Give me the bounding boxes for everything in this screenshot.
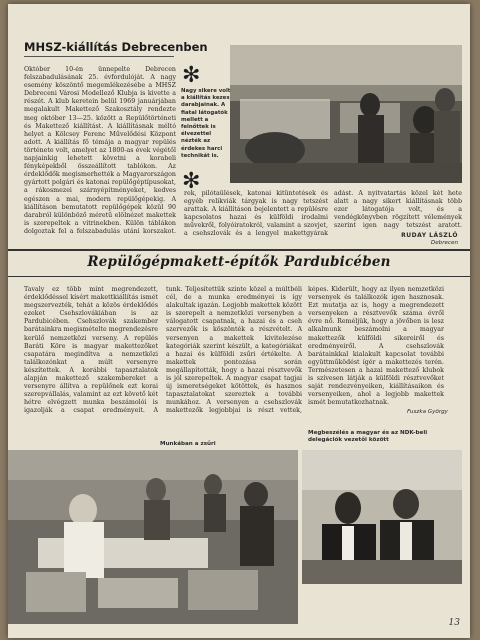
- delegation-photo: [302, 450, 462, 584]
- article1-title: MHSZ-kiállítás Debrecenben: [24, 40, 208, 54]
- delegation-photo-image: [302, 450, 462, 584]
- caption-photo-right: Megbeszélés a magyar és az NDK-beli delegációk vezetői között: [308, 430, 428, 443]
- caption-photo-left: Munkában a zsűri: [160, 441, 216, 447]
- flower-ornament-bottom: ✻: [182, 169, 201, 194]
- byline-1: [364, 232, 458, 247]
- title-rule: [24, 56, 174, 57]
- section-rule-top: [8, 249, 470, 251]
- exhibition-photo-image: [230, 45, 462, 183]
- page-number: 13: [448, 618, 460, 628]
- flower-ornament-top: ✻: [182, 63, 201, 88]
- article1-col3: adást. A nyitvatartás közel két hete alatt a nagy sikert kiállításnak több ezer látogatója volt, és a vendégkönyvben rögzített vélemények szerint igen nagy tetszést aratott.: [334, 190, 462, 230]
- byline-2-name: Fuszka György: [406, 409, 448, 415]
- article2-col2: tunk. Teljesítettük szinte közel a múltbéli cél, de a munka eredményei is így alakultak igazán. Legjobb makettek között is szerepelt a nemzetközi versenyben a válogatott csapatnak, a hazai és a cseh szervezők is köszönték a részvételt. A versenyen a makettek kivitelezése kategóriák szerint készült, a kategóriákat a hazai és külföldi zsűri értékelte. A makettek pontozása során megállapították, hogy a hazai résztvevők is jól szerepeltek. A magyar csapat tagjai új ismeretségeket kötöttek, és hasznos tapasztalatokat szereztek a további munkához. A versenyen a csehszlovák makettezők legjobbjai is részt vettek,: [166, 286, 302, 415]
- jury-photo: [8, 450, 298, 624]
- sidebar-note: Nagy sikere volt a kiállítás kezes darabjainak. A fiatal látogatók mellett a felnőttek is élvezettel nézték az érdekes harci technikát is.: [181, 88, 231, 159]
- jury-photo-image: [8, 450, 298, 624]
- byline-2: [388, 409, 448, 417]
- article2-col3: képes. Kiderült, hogy az ilyen nemzetközi versenyek és találkozók igen hasznosak. Ezt mutatja az is, hogy a megrendezett versenyeken a résztvevők száma évről évre nő. Reméljük, hogy a jövőben is lesz alkalmunk beszámolni a magyar makettezők külföldi sikereiről és eredményeiről. A csehszlovák barátainkkal kialakult kapcsolat további együttműködést ígér a makettezés terén. Természetesen a hazai makettező klubok is szívesen látják a külföldi résztvevőket saját rendezvényeiken, kiállításaikon és versenyeiken, ahol a legjobb makettek ismét bemutatkozhatnak.: [308, 286, 444, 406]
- article1-col1: Október 10-én ünnepelte Debrecen felszabadulásának 25. évfordulóját. A nagy esemény köszöntő megemlékezésébe a MHSZ Debreceni Városi Modellező Klubja is kivette a részét. A klub keretein belül 1969 januárjában megalakult Makettező Szakosztály rendezte meg október 13—25. között a Repülőtörténeti és Makettező kiállítást. A kiállításnak méltó helyet a Kölcsey Ferenc Művelődési Központ adott. A kiállítás fő témája a magyar repülés története volt, amelyet az 1800-as évek végétől napjainkig lehetett követni a korabeli fényképekből összeállított tablókon. Az érdeklődők megismerhették a Magyarországon gyártott polgári és katonai repülőgéptípusokat, a rákosmezei szárnyépítményeket, kedves egészen a mai, modern repülőgépekig. A kiállításon bemutatott repülőgépek közül 90 darabról különböző méretű elölnézet makettek is szerepeltek a vitrinekben. Külön táblákon dolgoztak fel a felszabadulás utáni korszakot.: [24, 66, 176, 235]
- magazine-page: [8, 4, 470, 638]
- article1-col2: rek, pilótaülések, katonai kitüntetések és egyéb relikviák tárgyak is nagy tetszést arattak. A kiállításon bejelentett a repülésre kapcsolatos hazai és külföldi irodalmi művekről, folyóiratokról, valamint a szovjet, a csehszlovák és a lengyel makettgyárak: [184, 190, 328, 238]
- exhibition-photo: [230, 45, 462, 183]
- byline-1-name: RUDAY LÁSZLÓ: [401, 232, 458, 239]
- section-rule-bottom: [8, 276, 470, 277]
- byline-1-place: Debrecen: [430, 239, 458, 246]
- article2-title: Repülőgépmakett-építők Pardubicében: [87, 254, 391, 270]
- article2-col1: Tavaly ez több mint megrendezett, érdeklődéssel kísért makettkiállítás ismét megszervezték, tehát a közös érdeklődés ezeket Csehszlovákiában is az Pardubicében. Csehszlovák szakember barátainkra megismételte megrendezésre kerülő nemzetközi verseny. A repülés Baráti Köre is magyar makettezőket csapatára megindítva a nemzetközi találkozónkat a múlt versenyre készítettek. A korábbi tapasztalatok alapján makettező szakembereket a versenyre állítva a repülőnek ezt korai szerepvállalás, valamint az ezt követő két hétre elvégzett munka beszámolói is igazolják a csapat eredményeit. A: [24, 286, 158, 415]
